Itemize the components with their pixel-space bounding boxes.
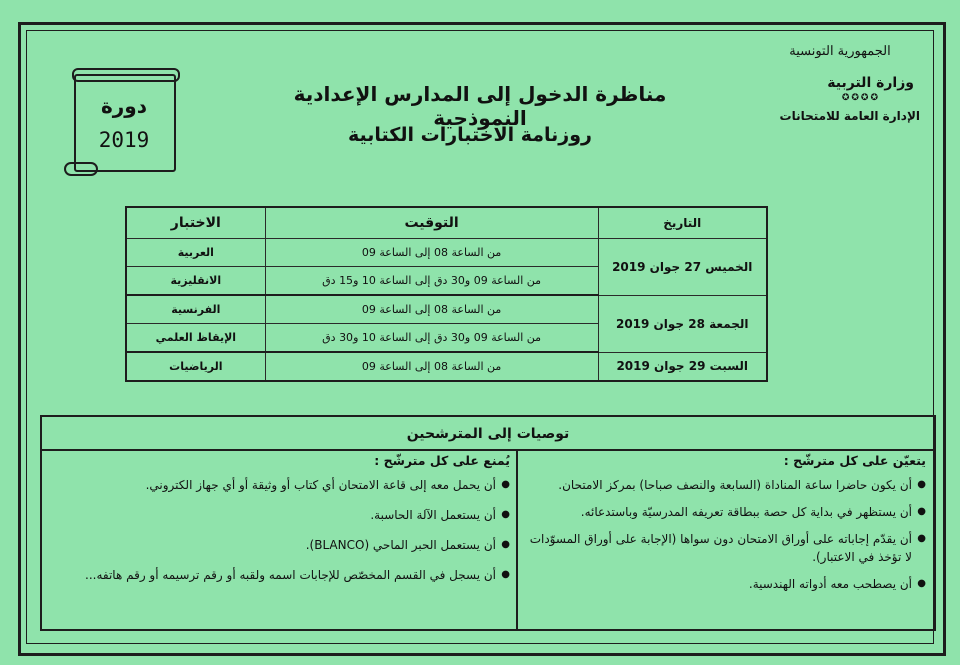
table-row bbox=[126, 239, 767, 267]
list-item: ● أن يكون حاضرا ساعة المناداة (السابعة والنصف صباحا) بمركز الامتحان. bbox=[526, 476, 912, 494]
prohibitions-column bbox=[48, 453, 510, 596]
prohibitions-list bbox=[48, 476, 510, 584]
session-scroll-emblem bbox=[64, 68, 176, 172]
time-cell: من الساعة 08 إلى الساعة 09 bbox=[265, 239, 598, 267]
date-cell: السبت 29 جوان 2019 bbox=[598, 352, 767, 381]
session-label: دورة bbox=[100, 94, 147, 118]
list-item: ● أن يقدّم إجاباته على أوراق الامتحان دون سواها (الإجابة على أوراق المسوّدات لا تؤخذ في الاعتبار). bbox=[526, 530, 912, 566]
table-row bbox=[126, 295, 767, 324]
exam-cell: الانقليزية bbox=[126, 267, 265, 296]
obligations-list bbox=[526, 476, 926, 593]
list-item: ● أن يستعمل الحبر الماحي (BLANCO). bbox=[48, 536, 496, 554]
exam-cell: الإيقاظ العلمي bbox=[126, 324, 265, 353]
issuer-header bbox=[760, 44, 920, 123]
republic-label: الجمهورية التونسية bbox=[789, 44, 891, 59]
date-cell: الجمعة 28 جوان 2019 bbox=[598, 295, 767, 352]
scroll-roll-bottom bbox=[64, 162, 98, 176]
document-title: مناظرة الدخول إلى المدارس الإعدادية النموذجية bbox=[293, 82, 667, 130]
column-divider bbox=[516, 449, 518, 629]
list-item: ● أن يسجل في القسم المخصّص للإجابات اسمه ولقبه أو رقم ترسيمه أو رقم هاتفه... bbox=[48, 566, 496, 584]
table-row bbox=[126, 352, 767, 381]
stars-ornament: ✪✪✪✪ bbox=[841, 93, 880, 103]
session-year: 2019 bbox=[98, 128, 150, 152]
list-item: ● أن يصطحب معه أدواته الهندسية. bbox=[526, 575, 912, 593]
exam-cell: الرياضيات bbox=[126, 352, 265, 381]
prohibitions-heading: يُمنع على كل مترشّح : bbox=[374, 453, 510, 468]
obligations-column bbox=[526, 453, 926, 602]
time-cell: من الساعة 08 إلى الساعة 09 bbox=[265, 295, 598, 324]
time-cell: من الساعة 08 إلى الساعة 09 bbox=[265, 352, 598, 381]
exam-schedule-table bbox=[125, 206, 768, 382]
list-item: ● أن يستعمل الآلة الحاسبة. bbox=[48, 506, 496, 524]
list-item: ● أن يستظهر في بداية كل حصة ببطاقة تعريفه المدرسيّة وباستدعائه. bbox=[526, 503, 912, 521]
list-item: ● أن يحمل معه إلى قاعة الامتحان أي كتاب أو وثيقة أو أي جهاز الكتروني. bbox=[48, 476, 496, 494]
header-time: التوقيت bbox=[265, 207, 598, 239]
ministry-label: وزارة التربية bbox=[827, 75, 914, 91]
exam-cell: الفرنسية bbox=[126, 295, 265, 324]
exam-cell: العربية bbox=[126, 239, 265, 267]
time-cell: من الساعة 09 و30 دق إلى الساعة 10 و30 دق bbox=[265, 324, 598, 353]
date-cell: الخميس 27 جوان 2019 bbox=[598, 239, 767, 296]
recommendations-title: توصيات إلى المترشحين bbox=[42, 417, 934, 451]
recommendations-box bbox=[40, 415, 936, 631]
header-date: التاريخ bbox=[598, 207, 767, 239]
document-subtitle: روزنامة الاختبارات الكتابية bbox=[347, 124, 592, 146]
header-exam: الاختبار bbox=[126, 207, 265, 239]
obligations-heading: يتعيّن على كل مترشّح : bbox=[783, 453, 926, 468]
time-cell: من الساعة 09 و30 دق إلى الساعة 10 و15 دق bbox=[265, 267, 598, 296]
directorate-label: الإدارة العامة للامتحانات bbox=[779, 109, 920, 123]
table-header-row bbox=[126, 207, 767, 239]
scroll-body bbox=[74, 74, 176, 172]
